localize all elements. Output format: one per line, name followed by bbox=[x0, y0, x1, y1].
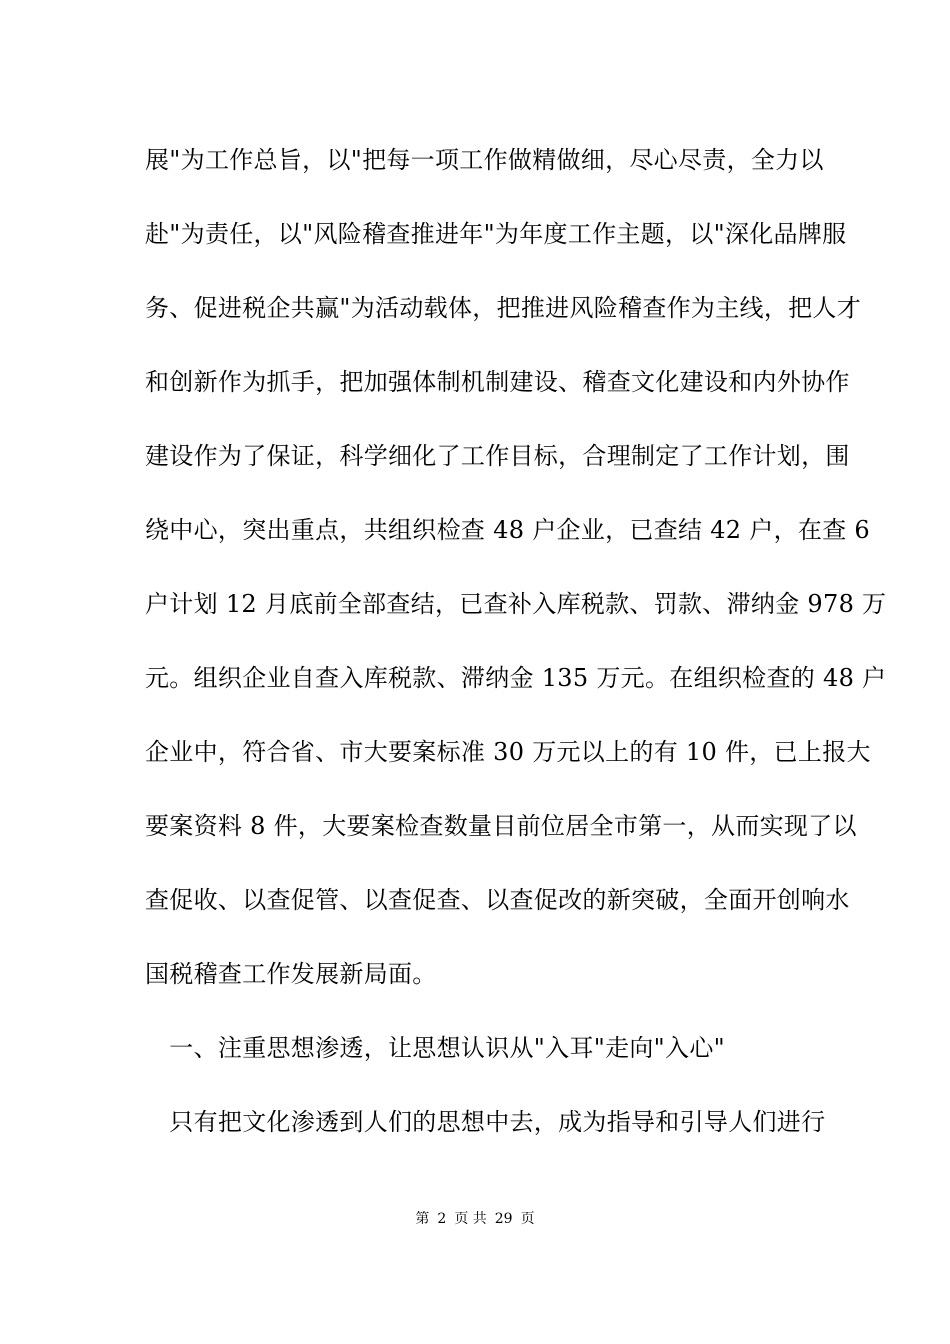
footer-suffix: 页 bbox=[520, 1211, 535, 1227]
paragraph-line: 国税稽查工作发展新局面。 bbox=[145, 960, 437, 988]
footer-current-page: 2 bbox=[437, 1211, 447, 1227]
paragraph-line: 企业中，符合省、市大要案标准 30 万元以上的有 10 件，已上报大 bbox=[145, 738, 871, 766]
paragraph-line: 只有把文化渗透到人们的思想中去，成为指导和引导人们进行 bbox=[145, 1108, 826, 1136]
paragraph-line: 要案资料 8 件，大要案检查数量目前位居全市第一，从而实现了以 bbox=[145, 812, 857, 840]
footer-total-pages: 29 bbox=[494, 1211, 513, 1227]
section-heading: 一、注重思想渗透，让思想认识从"入耳"走向"入心" bbox=[145, 1034, 725, 1062]
paragraph-line: 赴"为责任，以"风险稽查推进年"为年度工作主题，以"深化品牌服 bbox=[145, 220, 847, 248]
paragraph-line: 户计划 12 月底前全部查结，已查补入库税款、罚款、滞纳金 978 万 bbox=[145, 590, 887, 618]
paragraph-line: 和创新作为抓手，把加强体制机制建设、稽查文化建设和内外协作 bbox=[145, 368, 850, 396]
paragraph-line: 查促收、以查促管、以查促查、以查促改的新突破，全面开创响水 bbox=[145, 886, 850, 914]
footer-middle: 页 共 bbox=[454, 1211, 487, 1227]
page-footer bbox=[0, 1210, 950, 1228]
paragraph-line: 元。组织企业自查入库税款、滞纳金 135 万元。在组织检查的 48 户 bbox=[145, 664, 887, 692]
paragraph-line: 建设作为了保证，科学细化了工作目标，合理制定了工作计划，围 bbox=[145, 442, 850, 470]
footer-prefix: 第 bbox=[415, 1211, 430, 1227]
paragraph-line: 绕中心，突出重点，共组织检查 48 户企业，已查结 42 户，在查 6 bbox=[145, 516, 870, 544]
paragraph-line: 展"为工作总旨，以"把每一项工作做精做细，尽心尽责，全力以 bbox=[145, 146, 824, 174]
paragraph-line: 务、促进税企共赢"为活动载体，把推进风险稽查作为主线，把人才 bbox=[145, 294, 862, 322]
